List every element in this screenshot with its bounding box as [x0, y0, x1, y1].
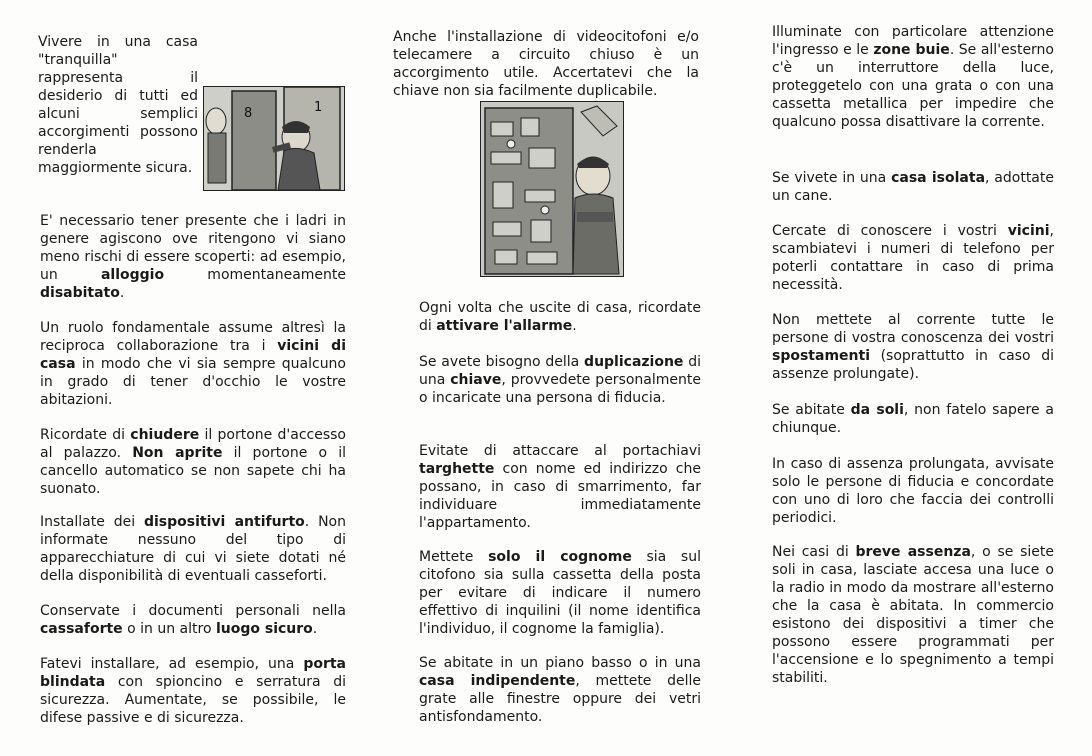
text-segment: Illuminate con particolare attenzione l'ingresso e le [772, 24, 1054, 58]
bold-keyword: zone buie [873, 42, 950, 58]
col1-intro [38, 33, 198, 177]
text-segment: o in un altro [122, 621, 216, 637]
bold-keyword: vicini [1007, 223, 1050, 239]
text-segment: Mettete [419, 549, 489, 565]
col2-para-5 [419, 548, 701, 638]
text-segment: . [572, 318, 577, 334]
text-segment: Se abitate [772, 402, 851, 418]
text-segment: , scambiatevi i numeri di telefono per poterli contattare in caso di prima necessità. [772, 223, 1054, 293]
text-segment: , mettete delle grate alle finestre oppure dei vetri antisfondamento. [419, 673, 701, 725]
text-segment: . Se all'esterno c'è un interruttore della luce, proteggetelo con una grata o con una cassetta metallica per impedire che qualcuno possa disattivare la corrente. [772, 42, 1054, 130]
bold-keyword: casa indipendente [419, 673, 576, 689]
bold-keyword: disabitato [40, 285, 120, 301]
text-segment: , provvedete personalmente o incaricate una persona di fiducia. [419, 372, 701, 406]
col2-para-6 [419, 654, 701, 726]
col3-para-5 [772, 401, 1054, 437]
col2-para-4 [419, 442, 701, 532]
text-segment: in modo che vi sia sempre qualcuno in grado di tener d'occhio le vostre abitazioni. [40, 356, 346, 408]
bold-keyword: spostamenti [772, 348, 870, 364]
bold-keyword: chiave [450, 372, 502, 388]
text-segment: il portone d'accesso al palazzo. [40, 427, 347, 461]
bold-keyword: duplicazione [584, 354, 684, 370]
col3-para-4 [772, 311, 1054, 383]
text-segment: il portone o il cancello automatico se non sapete chi ha suonato. [40, 445, 346, 497]
bold-keyword: cassaforte [40, 621, 123, 637]
col3-para-6 [772, 455, 1054, 527]
text-segment: (soprattutto in caso di assenze prolungate). [772, 348, 1054, 382]
col3-para-1 [772, 23, 1054, 131]
text-segment: Installate dei [40, 514, 144, 530]
text-segment: di una [419, 354, 701, 388]
text-segment: In caso di assenza prolungata, avvisate solo le persone di fiducia e concordate con uno di loro che faccia dei controlli periodici. [772, 456, 1054, 526]
col3-para-7 [772, 543, 1054, 687]
text-segment: , non fatelo sapere a chiunque. [772, 402, 1054, 436]
text-segment: Ogni volta che uscite di casa, ricordate di [419, 300, 701, 334]
bold-keyword: Non aprite [132, 445, 223, 461]
col1-para-4 [40, 426, 346, 498]
text-segment: Evitate di attaccare al portachiavi [419, 443, 701, 459]
bold-keyword: breve assenza [855, 544, 971, 560]
bold-keyword: dispositivi antifurto [143, 514, 305, 530]
text-segment: con nome ed indirizzo che possano, in caso di smarrimento, far individuare immediatamente l'appartamento. [419, 461, 701, 531]
text-segment: , o se siete soli in casa, lasciate accesa una luce o la radio in modo da mostrare all'esterno che la casa è abitata. In commercio esistono dei dispositivi a timer che possono essere programmati per l'accensione e lo spegnimento a tempi stabiliti. [772, 544, 1055, 686]
burglar-illustration [203, 86, 345, 191]
text-segment: sia sul citofono sia sulla cassetta della posta per evitare di indicare il numero effettivo di inquilini (il nome identifica l'individuo, il cognome la famiglia). [419, 549, 701, 637]
col2-para-2 [419, 299, 701, 335]
text-segment: Se vivete in una [772, 170, 892, 186]
col2-para-3 [419, 353, 701, 407]
text-segment: Se avete bisogno della [419, 354, 585, 370]
text-segment: con spioncino e serratura di sicurezza. Aumentate, se possibile, le difese passive e di sicurezza. [40, 674, 346, 726]
door-number-8: 8 [244, 106, 253, 121]
text-segment: , adottate un cane. [772, 170, 1054, 204]
text-segment: Vivere in una casa "tranquilla" rappresenta il desiderio di tutti ed alcuni semplici accorgimenti possono renderla maggiormente sicura. [38, 34, 198, 176]
text-segment: Nei casi di [772, 544, 856, 560]
text-segment: Cercate di conoscere i vostri [772, 223, 1008, 239]
bold-keyword: chiudere [130, 427, 200, 443]
text-segment: Non mettete al corrente tutte le persone di vostra conoscenza dei vostri [772, 312, 1054, 346]
text-segment: momentaneamente [164, 267, 346, 283]
col1-para-7 [40, 655, 346, 727]
text-segment: E' necessario tener presente che i ladri in genere agiscono ove ritengono vi siano meno rischi di essere scoperti: ad esempio, un [40, 213, 346, 283]
bold-keyword: porta blindata [40, 656, 346, 690]
col1-para-3 [40, 319, 346, 409]
bold-keyword: targhette [419, 461, 495, 477]
col3-para-3 [772, 222, 1054, 294]
text-segment: Un ruolo fondamentale assume altresì la reciproca collaborazione tra i [40, 320, 346, 354]
bold-keyword: alloggio [100, 267, 165, 283]
col1-para-5 [40, 513, 346, 585]
text-segment: Ricordate di [40, 427, 131, 443]
bold-keyword: vicini di casa [40, 338, 346, 372]
security-door-illustration [480, 101, 624, 277]
text-segment: Se abitate in un piano basso o in una [419, 655, 701, 671]
bold-keyword: luogo sicuro [215, 621, 313, 637]
text-segment: Conservate i documenti personali nella [40, 603, 346, 619]
text-segment: . [312, 621, 318, 637]
col1-para-2 [40, 212, 346, 302]
bold-keyword: casa isolata [891, 170, 986, 186]
col1-para-6 [40, 602, 346, 638]
bold-keyword: da soli [850, 402, 904, 418]
text-segment: Fatevi installare, ad esempio, una [40, 656, 304, 672]
bold-keyword: solo il cognome [488, 549, 632, 565]
text-segment: . [119, 285, 125, 301]
text-segment: Anche l'installazione di videocitofoni e/o telecamere a circuito chiuso è un accorgimento utile. Accertatevi che la chiave non sia facilmente duplicabile. [393, 29, 699, 99]
col3-para-2 [772, 169, 1054, 205]
bold-keyword: attivare l'allarme [436, 318, 573, 334]
text-segment: . Non informate nessuno del tipo di apparecchiature di cui vi siete dotati né della disponibilità di eventuali casseforti. [40, 514, 346, 584]
col2-intro [393, 28, 699, 100]
door-number-1: 1 [314, 100, 323, 115]
